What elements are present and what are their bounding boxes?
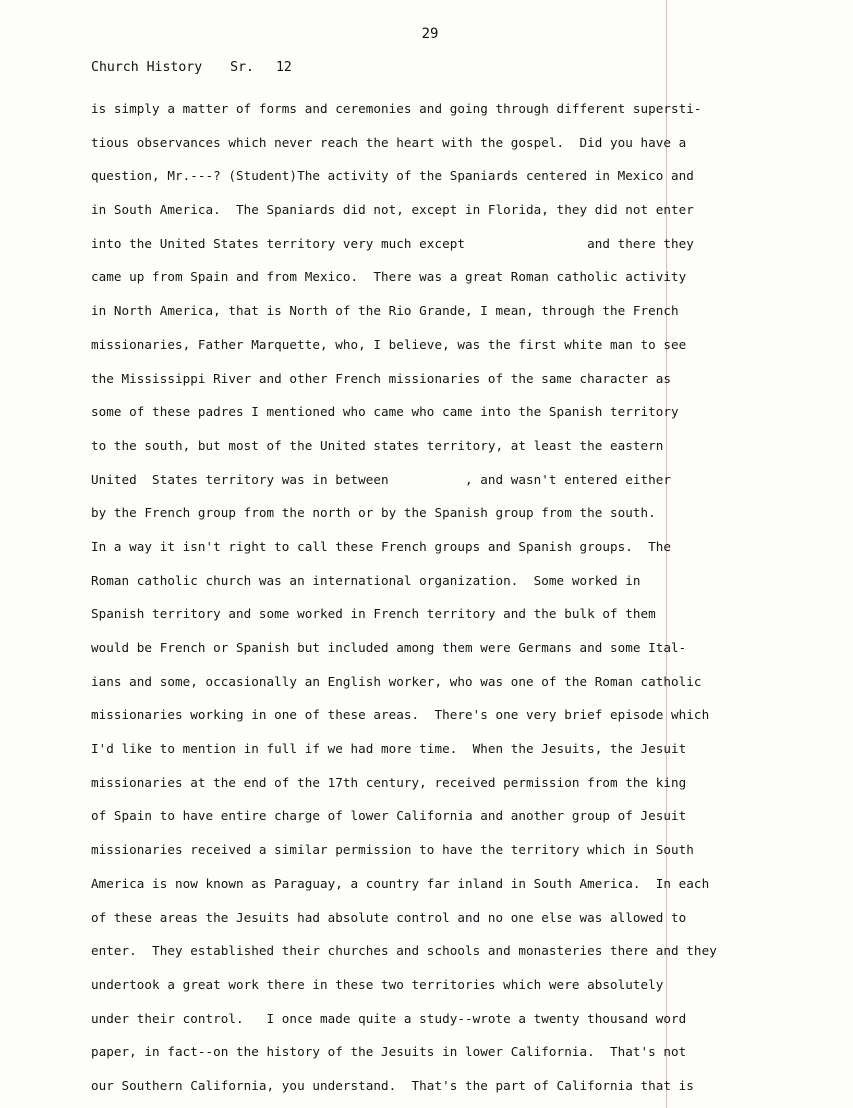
text-line: America is now known as Paraguay, a country far inland in South America. In each (91, 875, 710, 891)
text-line: United States territory was in between , and wasn't entered either (91, 471, 672, 487)
text-line: question, Mr.---? (Student)The activity of the Spaniards centered in Mexico and (91, 168, 694, 184)
text-line: In a way it isn't right to call these French groups and Spanish groups. The (91, 538, 672, 554)
page-number: 29 (421, 26, 439, 42)
text-line: of Spain to have entire charge of lower California and another group of Jesuit (91, 808, 687, 824)
text-line: some of these padres I mentioned who came who came into the Spanish territory (91, 404, 679, 420)
text-line: of these areas the Jesuits had absolute control and no one else was allowed to (91, 909, 687, 925)
text-line: the Mississippi River and other French missionaries of the same character as (91, 370, 672, 386)
section-label: Sr. (230, 60, 254, 75)
text-line: I'd like to mention in full if we had more time. When the Jesuits, the Jesuit (91, 741, 687, 757)
text-line: our Southern California, you understand. That's the part of California that is (91, 1077, 694, 1093)
text-line: missionaries, Father Marquette, who, I believe, was the first white man to see (91, 336, 687, 352)
text-line: by the French group from the north or by the Spanish group from the south. (91, 505, 656, 521)
text-line: ians and some, occasionally an English worker, who was one of the Roman catholic (91, 673, 702, 689)
text-line: undertook a great work there in these two territories which were absolutely (91, 976, 664, 992)
text-line: into the United States territory very much except and there they (91, 235, 694, 251)
body-text (91, 92, 791, 1103)
text-line: Roman catholic church was an international organization. Some worked in (91, 572, 641, 588)
course-title: Church History (91, 60, 203, 75)
text-line: tious observances which never reach the heart with the gospel. Did you have a (91, 134, 687, 150)
text-line: Spanish territory and some worked in French territory and the bulk of them (91, 606, 656, 622)
page-header (91, 60, 292, 75)
lecture-number: 12 (275, 60, 292, 75)
text-line: missionaries at the end of the 17th century, received permission from the king (91, 774, 687, 790)
text-line: would be French or Spanish but included among them were Germans and some Ital- (91, 640, 687, 655)
text-line: missionaries received a similar permission to have the territory which in South (91, 842, 694, 858)
text-line: paper, in fact--on the history of the Jesuits in lower California. That's not (91, 1044, 687, 1060)
text-line: came up from Spain and from Mexico. There was a great Roman catholic activity (91, 269, 687, 285)
text-line: is simply a matter of forms and ceremonies and going through different supersti- (91, 101, 702, 116)
text-line: under their control. I once made quite a study--wrote a twenty thousand word (91, 1010, 687, 1026)
text-line: enter. They established their churches and schools and monasteries there and they (91, 943, 717, 959)
text-line: to the south, but most of the United states territory, at least the eastern (91, 437, 664, 453)
text-line: in North America, that is North of the Rio Grande, I mean, through the French (91, 303, 679, 319)
text-line: missionaries working in one of these areas. There's one very brief episode which (91, 707, 710, 723)
text-line: in South America. The Spaniards did not, except in Florida, they did not enter (91, 202, 694, 218)
